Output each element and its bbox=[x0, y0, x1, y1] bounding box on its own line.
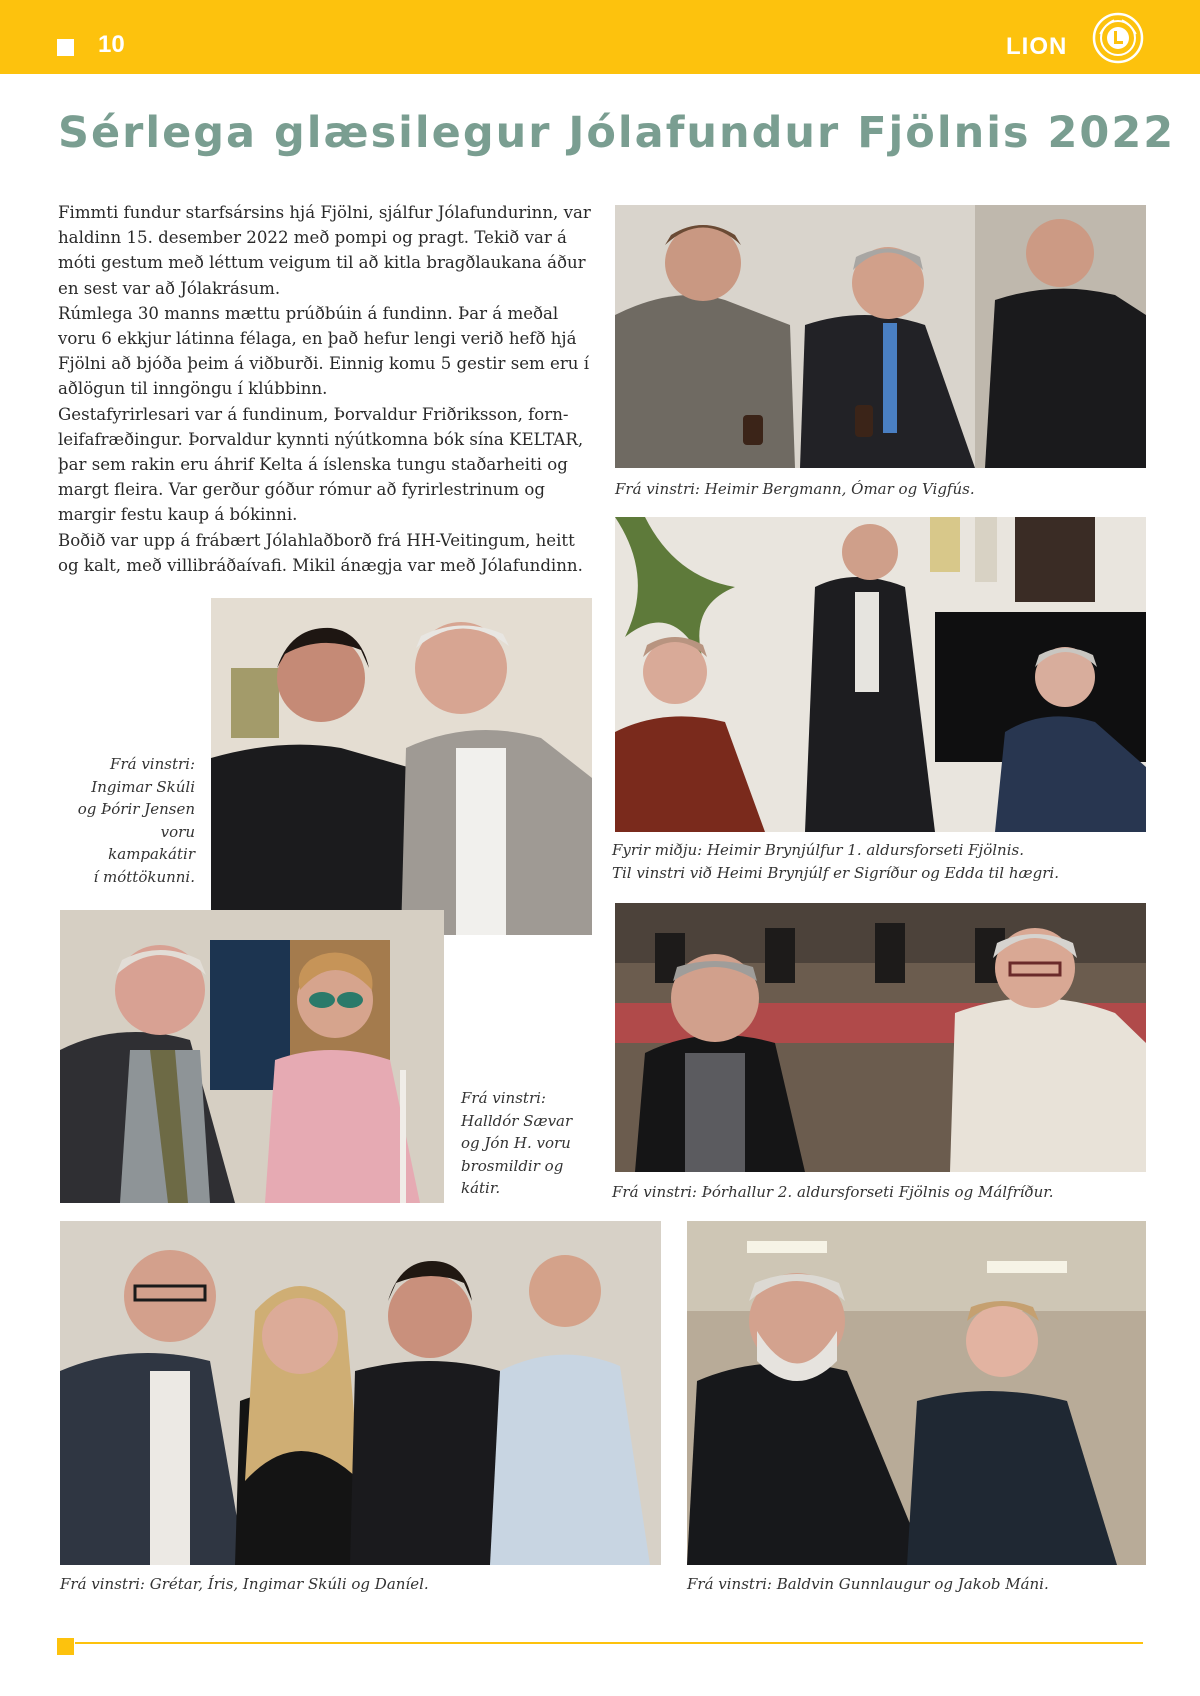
article-title: Sérlega glæsilegur Jólafundur Fjölnis 2022 bbox=[58, 108, 1176, 158]
article-body bbox=[58, 200, 598, 578]
caption-line: Frá vinstri: bbox=[110, 755, 195, 773]
page-number: 10 bbox=[98, 31, 125, 58]
article-paragraph: Rúmlega 30 manns mættu prúðbúin á fundinn. Þar á meðal voru 6 ekkjur látinna félaga, en það hefur lengi verið hefð hjá Fjölni að bjóða þeim á viðburði. Einnig komu 5 gestir sem eru í aðlögun til inngöngu í klúbbinn. bbox=[58, 303, 590, 399]
caption-line: Ingimar Skúli bbox=[91, 777, 195, 796]
photo-caption bbox=[60, 1573, 429, 1596]
photo-heimir-omar-vigfus bbox=[615, 205, 1146, 468]
lions-club-emblem-icon bbox=[1092, 12, 1144, 64]
caption-line: Fyrir miðju: Heimir Brynjúlfur 1. aldursforseti Fjölnis. bbox=[612, 841, 1024, 859]
header-square-marker bbox=[57, 39, 74, 56]
caption-line: Frá vinstri: Þórhallur 2. aldursforseti Fjölnis og Málfríður. bbox=[612, 1183, 1054, 1201]
magazine-name: LION bbox=[1006, 33, 1068, 60]
photo-caption bbox=[461, 1087, 572, 1200]
photo-caption bbox=[615, 478, 975, 501]
caption-line: kampakátir bbox=[108, 845, 195, 863]
caption-line: Frá vinstri: Baldvin Gunnlaugur og Jakob Máni. bbox=[687, 1575, 1049, 1593]
caption-line: og Þórir Jensen bbox=[77, 800, 195, 818]
footer-rule bbox=[75, 1642, 1143, 1644]
photo-gretar-iris-ingimar-daniel bbox=[60, 1221, 661, 1565]
caption-line: voru bbox=[160, 822, 195, 841]
photo-heimir-sigridur-edda bbox=[615, 517, 1146, 832]
caption-line: kátir. bbox=[461, 1179, 501, 1197]
caption-line: Frá vinstri: Grétar, Íris, Ingimar Skúli og Daníel. bbox=[60, 1575, 429, 1593]
caption-line: Til vinstri við Heimi Brynjúlf er Sigríður og Edda til hægri. bbox=[612, 863, 1059, 882]
article-paragraph: Boðið var upp á frábært Jólahlaðborð frá HH-Veitingum, heitt og kalt, með villibráðaívafi. Mikil ánægja var með Jólafundinn. bbox=[58, 530, 583, 575]
photo-halldor-jon bbox=[60, 910, 444, 1203]
footer-square-marker bbox=[57, 1638, 74, 1655]
caption-line: brosmildir og bbox=[461, 1156, 564, 1175]
caption-line: Frá vinstri: Heimir Bergmann, Ómar og Vigfús. bbox=[615, 480, 975, 498]
photo-baldvin-jakob bbox=[687, 1221, 1146, 1565]
photo-caption bbox=[612, 1181, 1054, 1204]
article-paragraph: Fimmti fundur starfsársins hjá Fjölni, sjálfur Jólafundurinn, var haldinn 15. desember 2022 með pompi og pragt. Tekið var á móti gestum með léttum veigum til að kitla bragðlaukana áður en sest var að Jólakrásum. bbox=[58, 203, 591, 298]
caption-line: Frá vinstri: bbox=[461, 1089, 546, 1107]
photo-thorhallur-malfridur bbox=[615, 903, 1146, 1172]
photo-caption bbox=[687, 1573, 1049, 1596]
caption-line: í móttökunni. bbox=[93, 867, 195, 886]
caption-line: og Jón H. voru bbox=[461, 1134, 571, 1152]
photo-caption bbox=[60, 753, 195, 888]
photo-ingimar-thorir bbox=[211, 598, 592, 935]
article-paragraph: Gestafyrirlesari var á fundinum, Þorvaldur Friðriksson, forn-leifafræðingur. Þorvaldur kynnti nýútkomna bók sína KELTAR, þar sem rakin eru áhrif Kelta á íslenska tungu staðarheiti og margt fleira. Var gerður góður rómur að fyrirlestrinum og margir festu kaup á bókinni. bbox=[58, 404, 584, 525]
caption-line: Halldór Sævar bbox=[461, 1111, 573, 1130]
page-header bbox=[0, 0, 1200, 74]
photo-caption bbox=[612, 839, 1059, 884]
